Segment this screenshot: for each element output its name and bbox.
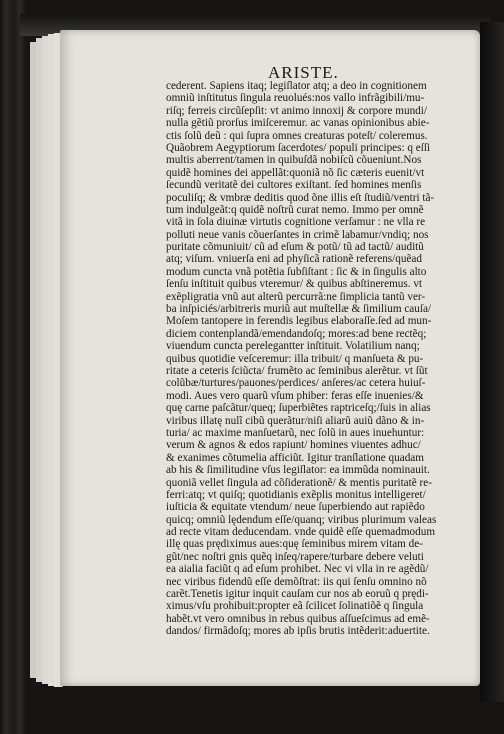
text-line: multis aberrent/tamen in quibuſdã nobiſcũ cõueniunt.Nos	[166, 154, 422, 167]
text-line: ritate a ceteris ſciũcta/ frumẽto ac ſeminibus alerẽtur. vt ſũt	[166, 364, 428, 377]
text-line: ferri:atq; vt quiſq; quotidianis exẽplis monitus intelligeret/	[166, 488, 426, 501]
text-line: modum cuncta vnã potẽtia ſubſiſtant : ſic & in ſingulis alto	[166, 265, 427, 278]
text-line: ſecundũ veritatẽ dei cultores exiſtant. ſed homines menſis	[166, 179, 422, 192]
text-line: viribus illatę nulĩ cibũ querãtur/niſi aliarũ auiũ dãno & in-	[166, 414, 425, 427]
text-line: habẽt.vt vero omnibus in rebus quibus aſſueſcimus ad emẽ-	[166, 612, 430, 625]
text-line: ba inſpiciés/arbitreris muriũ aut muſtellæ & ſimilium cauſa/	[166, 303, 432, 316]
running-head: ARISTE.	[268, 63, 339, 82]
text-line: Moſem tantopere in ferendis legibus elaboraſſe.ſed ad mun-	[166, 315, 432, 328]
text-line: puritate cõmuniuit/ cũ ad eſum & potũ/ tũ ad tactũ/ auditũ	[166, 241, 424, 254]
text-line: vitã in ſola diuinæ virtutis cognitione verſamur : ne vlla re	[166, 216, 426, 229]
text-line: carẽt.Tenetis igitur inquit cauſam cur nos ab eoruũ q prędi-	[166, 588, 429, 601]
text-line: quidẽ homines dei appellãt:quoniã nõ ſic cæteris euenit/vt	[166, 166, 425, 179]
text-line: viuendum cuncta perelegantter inſtituit. Volatilium nanq;	[166, 340, 420, 353]
text-line: turia/ ac maxime manſuetarũ, nec ſolũ in aues inuehuntur:	[166, 426, 425, 439]
text-line: diciem contenplandã/emendandoſq; mores:ad bene rectẽq;	[166, 327, 427, 340]
text-line: modi. Aues vero quarũ vſum phiber: feras eſſe inuenies/&	[166, 389, 424, 402]
text-line: ſenſu inſtituit quibus vteremur/ & quibus abſtineremus. vt	[166, 278, 423, 291]
text-line: quibus quotidie veſceremur: illa tribuit/ q manſueta & pu-	[166, 352, 424, 365]
text-line: dandos/ firmãdoſq; mores ab ipſis brutis intẽderit:aduertite.	[166, 625, 430, 638]
text-line: ctis ſolũ deũ : qui ſupra omnes creaturas poteſt/ coleremus.	[166, 129, 428, 142]
text-line: atq; viſum. vniuerſa eni ad phyſicã rationẽ referens/quẽad	[166, 253, 422, 266]
text-line: riſq; ferreis circũſepſit: vt animo innoxij & corpore mundi/	[166, 104, 427, 117]
text-line: colũbæ/turtures/pauones/perdices/ anſeres/ac cetera huiuſ-	[166, 377, 426, 390]
text-line: exẽpligratia vnũ aut alterũ percurrã:ne ſimplicia tantũ ver-	[166, 290, 426, 303]
body-text	[166, 80, 486, 638]
text-line: cederent. Sapiens itaq; legiſlator atq; a deo in cognitionem	[166, 80, 427, 92]
text-line: quę carne paſcãtur/queq; ſuperbiẽtes raptriceſq;/ſuis in alias	[166, 402, 431, 415]
text-line: iuſticia & equitate vtendum/ neue ſuperbiendo aut rapiẽdo	[166, 501, 425, 514]
text-line: nulla gẽtiũ prorſus imiſceremur. ac vanas opinionibus abie-	[166, 117, 430, 130]
text-line: illę quas prędiximus aues:quę ſeminibus mirem vitam de-	[166, 538, 423, 551]
text-line: & exanimes cõtumelia afficiũt. Igitur tranſlatione quadam	[166, 451, 424, 464]
text-line: quoniã vellet ſingula ad cõſiderationẽ/ & mentis puritatẽ re-	[166, 476, 432, 489]
text-line: ab his & ſimilitudine vſus legiſlator: ea immũda nominauit.	[166, 464, 430, 477]
text-line: ad recte vitam deducendam. vnde quidẽ eſſe quemadmodum	[166, 526, 436, 539]
text-line: ea aialia faciũt q ad eſum prohibet. Nec vi vlla in re agẽdũ/	[166, 563, 429, 576]
text-line: ximus/vſu prohibuit:propter eã ſcilicet ſolinatiõẽ q ſingula	[166, 600, 424, 613]
text-line: Quãobrem Aegyptiorum ſacerdotes/ populi principes: q eſſi	[166, 141, 431, 154]
text-line: verum & agnos & edos rapiunt/ homines viuentes adhuc/	[166, 439, 421, 452]
text-line: polluti neue vanis cõuerſantes in crimẽ labamur/vndiq; nos	[166, 228, 429, 241]
text-line: tum indulgeãt:q quidẽ noſtrũ curat nemo. Immo per omnẽ	[166, 203, 424, 216]
text-line: quicq; omniũ lędendum eſſe/quanq; viribus plurimum valeas	[166, 513, 437, 526]
text-line: omniũ inſtitutus ſingula reuolués:nos vallo infrãgibili/mu-	[166, 92, 425, 105]
text-line: gũt/nec noſtri gnis quẽq inſeq/rapere/turbare debere veluti	[166, 550, 424, 563]
text-line: poculiſq; & vmbræ deditis quod õne illis eſt ſtudiũ/ventri tã-	[166, 191, 435, 204]
text-line: nec viribus fidendũ eſſe demõſtrat: iis qui ſenſu omnino nõ	[166, 575, 427, 588]
